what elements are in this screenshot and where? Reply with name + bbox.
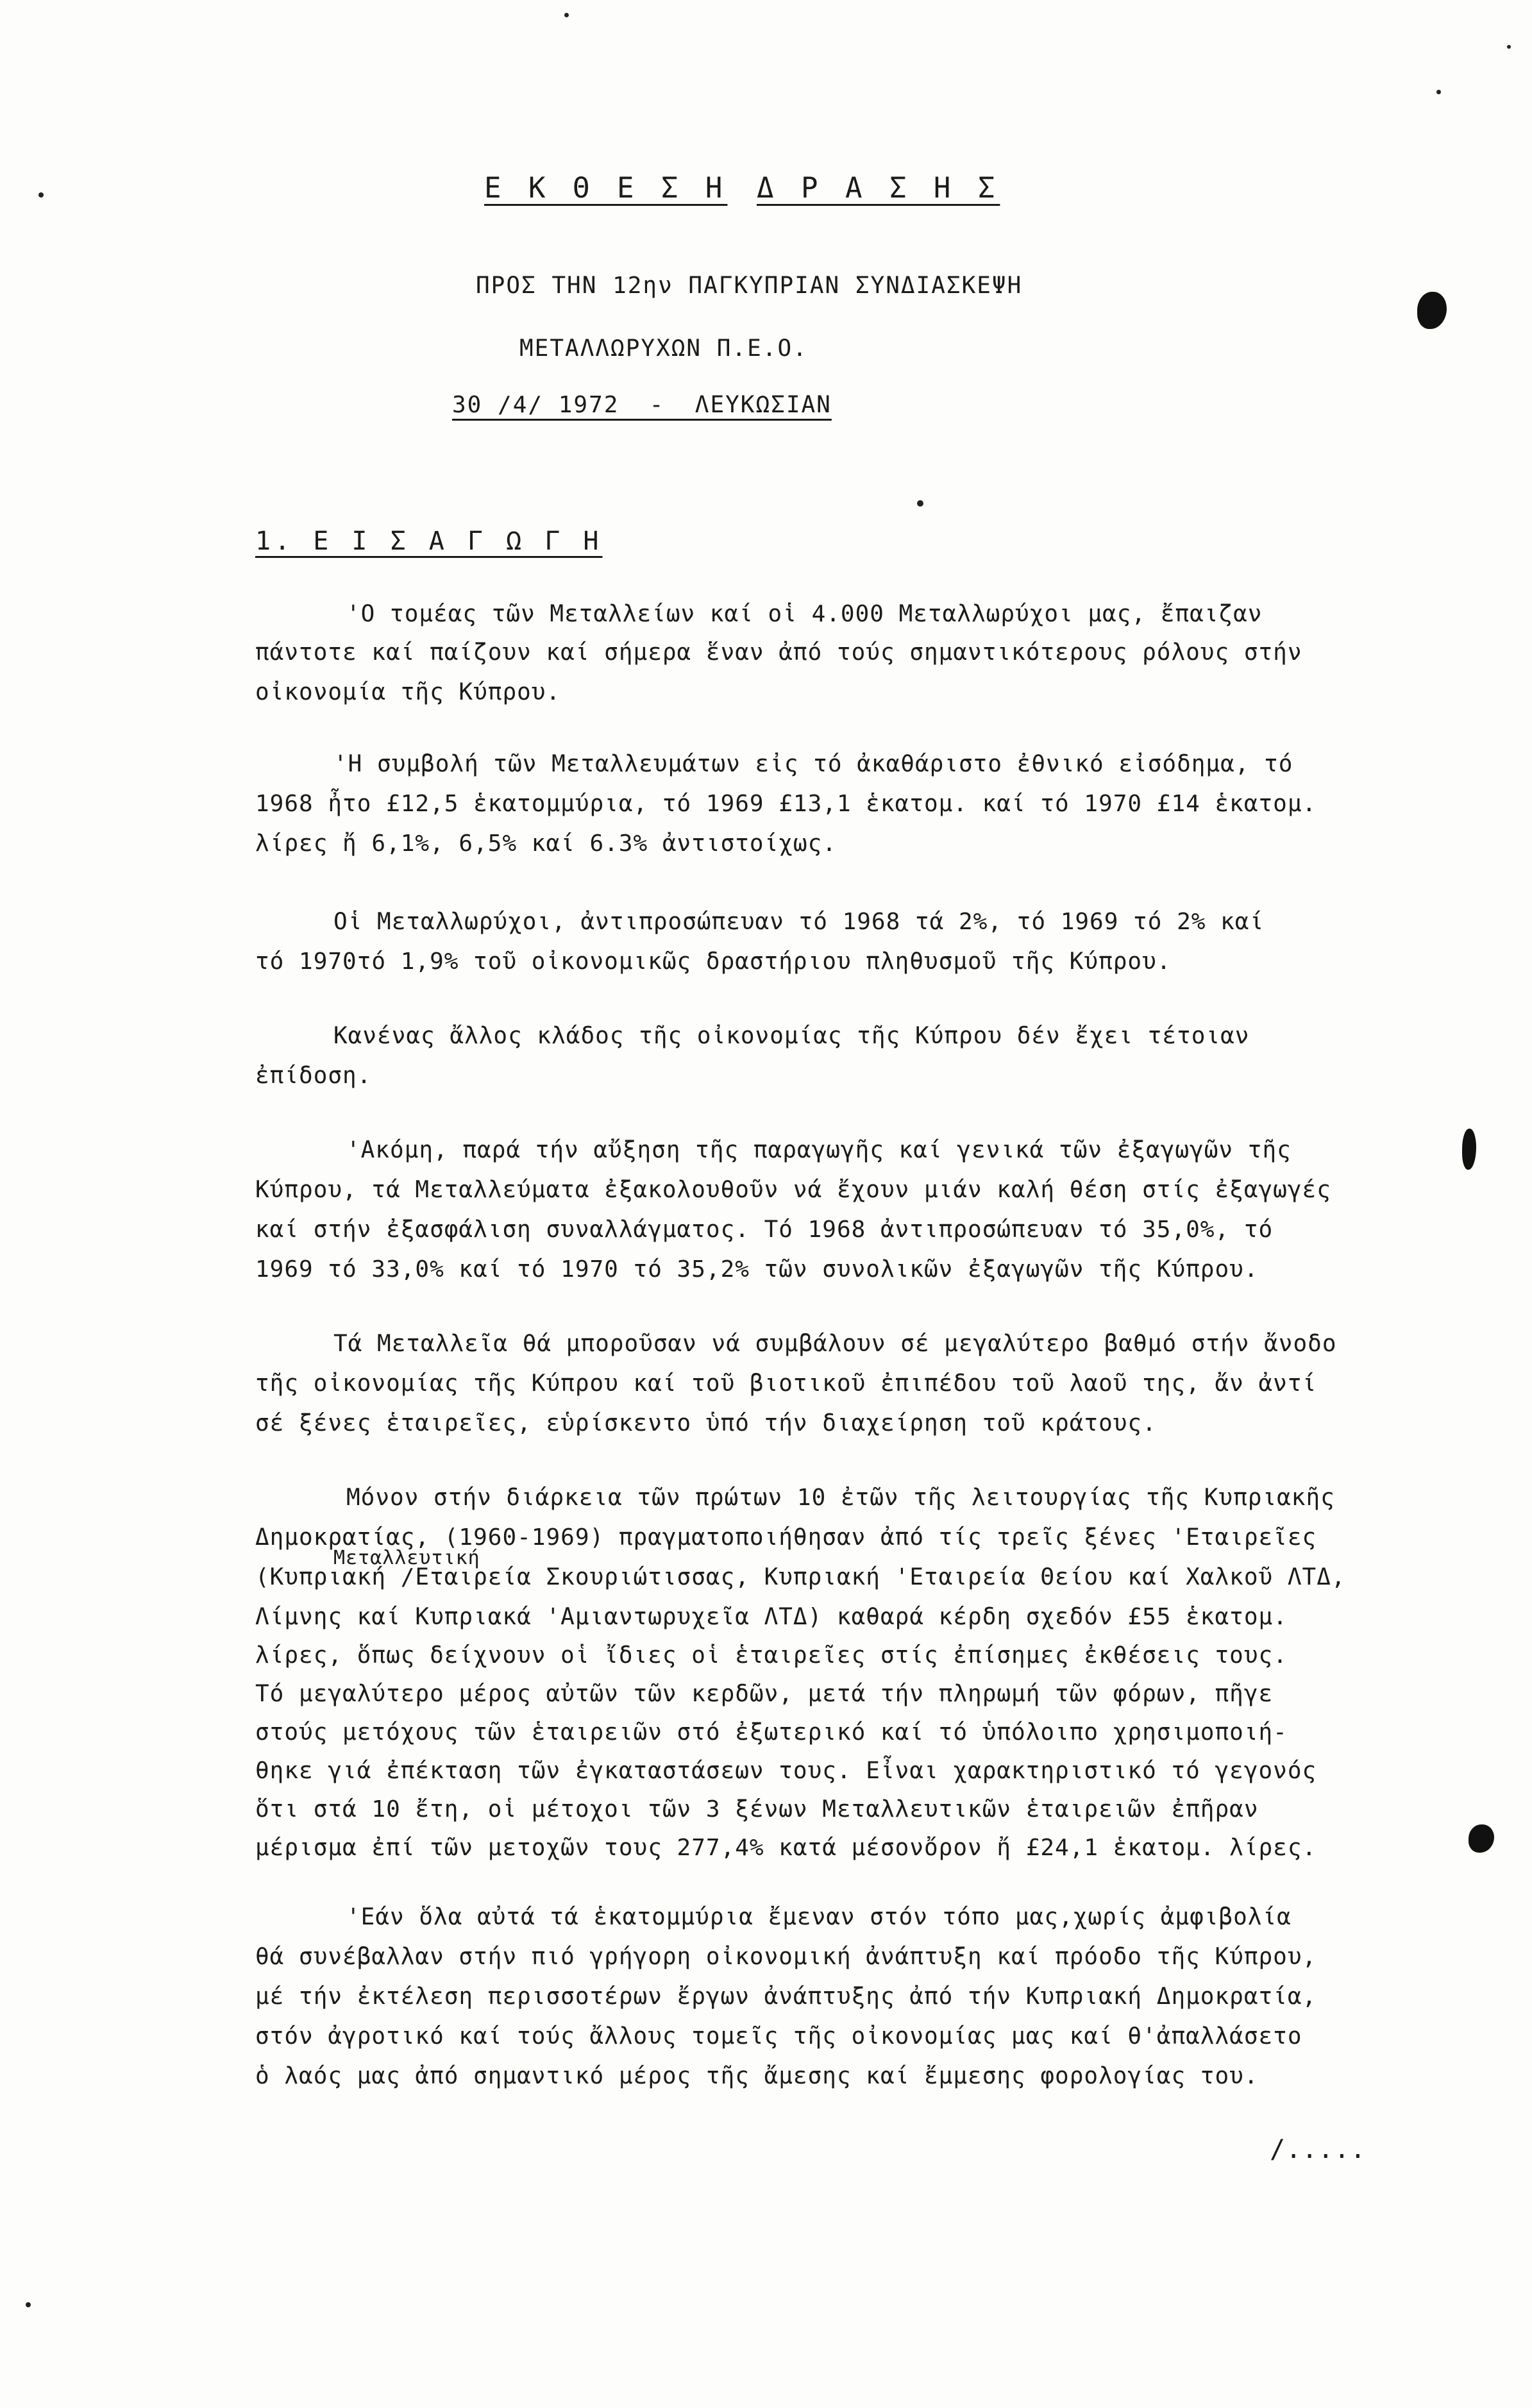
scan-speck	[38, 192, 44, 198]
paragraph-line: τῆς οἰκονομίας τῆς Κύπρου καί τοῦ βιοτικοῦ ἐπιπέδου τοῦ λαοῦ της, ἄν ἀντί	[255, 1370, 1317, 1397]
paragraph-line: ὅτι στά 10 ἔτη, οἱ μέτοχοι τῶν 3 ξένων Μεταλλευτικῶν ἑταιρειῶν ἐπῆραν	[255, 1796, 1259, 1823]
addressed-to: ΠΡΟΣ ΤΗΝ 12ην ΠΑΓΚΥΠΡΙΑΝ ΣΥΝΔΙΑΣΚΕΨΗ	[476, 273, 1023, 299]
report-title-left: Ε Κ Θ Ε Σ Η	[484, 172, 728, 205]
date-place-line: 30 /4/ 1972 - ΛΕΥΚΩΣΙΑΝ	[452, 392, 832, 418]
paragraph-line: ἐπίδοση.	[255, 1063, 372, 1089]
paragraph-line: Λίμνης καί Κυπριακά 'Αμιαντωρυχεῖα ΛΤΔ) καθαρά κέρδη σχεδόν £55 ἑκατομ.	[255, 1604, 1288, 1630]
paragraph-line: στόν ἀγροτικό καί τούς ἄλλους τομεῖς τῆς οἰκονομίας μας καί θ'ἀπαλλάσετο	[255, 2023, 1302, 2050]
paragraph-line: (Κυπριακή /Εταιρεία Σκουριώτισσας, Κυπριακή 'Εταιρεία Θείου καί Χαλκοῦ ΛΤΔ,	[255, 1564, 1346, 1590]
paragraph-line: ὁ λαός μας ἀπό σημαντικό μέρος τῆς ἄμεσης καί ἔμμεσης φορολογίας του.	[255, 2063, 1259, 2089]
interlinear-annotation: Μεταλλευτική	[333, 1547, 480, 1569]
paragraph-line: καί στήν ἐξασφάλιση συναλλάγματος. Τό 1968 ἀντιπροσώπευαν τό 35,0%, τό	[255, 1217, 1274, 1243]
paragraph-line: Μόνον στήν διάρκεια τῶν πρώτων 10 ἐτῶν τῆς λειτουργίας τῆς Κυπριακῆς	[346, 1485, 1335, 1511]
paragraph-line: Κανένας ἄλλος κλάδος τῆς οἰκονομίας τῆς Κύπρου δέν ἔχει τέτοιαν	[333, 1023, 1250, 1049]
paragraph-line: 1969 τό 33,0% καί τό 1970 τό 35,2% τῶν συνολικῶν ἐξαγωγῶν τῆς Κύπρου.	[255, 1256, 1259, 1283]
paragraph-line: Δημοκρατίας, (1960-1969) πραγματοποιήθησαν ἀπό τίς τρεῖς ξένες 'Εταιρεῖες	[255, 1524, 1317, 1551]
ink-blot	[1417, 292, 1447, 329]
ink-blot	[1469, 1824, 1494, 1853]
paragraph-line: Τά Μεταλλεῖα θά μποροῦσαν νά συμβάλουν σέ μεγαλύτερο βαθμό στήν ἄνοδο	[333, 1331, 1337, 1357]
paragraph-line: Κύπρου, τά Μεταλλεύματα ἐξακολουθοῦν νά ἔχουν μιάν καλή θέση στίς ἐξαγωγές	[255, 1177, 1331, 1203]
paragraph-line: Τό μεγαλύτερο μέρος αὐτῶν τῶν κερδῶν, μετά τήν πληρωμή τῶν φόρων, πῆγε	[255, 1681, 1274, 1707]
paragraph-line: στούς μετόχους τῶν ἑταιρειῶν στό ἐξωτερικό καί τό ὑπόλοιπο χρησιμοποιή-	[255, 1719, 1288, 1746]
section-heading: 1. Ε Ι Σ Α Γ Ω Γ Η	[255, 526, 603, 556]
scan-speck	[564, 13, 569, 17]
paragraph-line: θηκε γιά ἐπέκταση τῶν ἐγκαταστάσεων τους. Εἶναι χαρακτηριστικό τό γεγονός	[255, 1758, 1317, 1784]
paragraph-line: θά συνέβαλλαν στήν πιό γρήγορη οἰκονομική ἀνάπτυξη καί πρόοδο τῆς Κύπρου,	[255, 1944, 1317, 1970]
scan-speck	[1436, 90, 1441, 94]
organization-line: ΜΕΤΑΛΛΩΡΥΧΩΝ Π.Ε.Ο.	[519, 335, 808, 362]
paragraph-line: οἰκονομία τῆς Κύπρου.	[255, 679, 561, 705]
continuation-mark: /.....	[1270, 2135, 1367, 2164]
paragraph-line: λίρες ἤ 6,1%, 6,5% καί 6.3% ἀντιστοίχως.	[255, 830, 837, 857]
paragraph-line: τό 1970τό 1,9% τοῦ οἰκονομικῶς δραστήριου πληθυσμοῦ τῆς Κύπρου.	[255, 948, 1172, 975]
scan-speck	[26, 2302, 31, 2307]
paragraph-line: 'Ο τομέας τῶν Μεταλλείων καί οἱ 4.000 Μεταλλωρύχοι μας, ἔπαιζαν	[346, 601, 1263, 627]
paragraph-line: 1968 ἦτο £12,5 ἑκατομμύρια, τό 1969 £13,1 ἑκατομ. καί τό 1970 £14 ἑκατομ.	[255, 791, 1317, 817]
scan-speck	[1507, 45, 1511, 49]
paragraph-line: 'Εάν ὅλα αὐτά τά ἑκατομμύρια ἔμεναν στόν τόπο μας,χωρίς ἀμφιβολία	[346, 1904, 1292, 1930]
paragraph-line: λίρες, ὅπως δείχνουν οἱ ἴδιες οἱ ἑταιρεῖες στίς ἐπίσημες ἐκθέσεις τους.	[255, 1642, 1288, 1669]
paragraph-line: πάντοτε καί παίζουν καί σήμερα ἕναν ἀπό τούς σημαντικότερους ρόλους στήν	[255, 639, 1302, 666]
paragraph-line: σέ ξένες ἑταιρεῖες, εὑρίσκεντο ὑπό τήν διαχείρηση τοῦ κράτους.	[255, 1410, 1157, 1436]
paragraph-line: 'Η συμβολή τῶν Μεταλλευμάτων εἰς τό ἀκαθάριστο ἐθνικό εἰσόδημα, τό	[333, 751, 1293, 777]
paragraph-line: μέ τήν ἐκτέλεση περισσοτέρων ἔργων ἀνάπτυξης ἀπό τήν Κυπριακή Δημοκρατία,	[255, 1983, 1317, 2010]
scan-speck	[917, 500, 923, 507]
ink-blot	[1462, 1129, 1476, 1170]
paragraph-line: Οἱ Μεταλλωρύχοι, ἀντιπροσώπευαν τό 1968 τά 2%, τό 1969 τό 2% καί	[333, 909, 1265, 935]
paragraph-line: μέρισμα ἐπί τῶν μετοχῶν τους 277,4% κατά μέσονὄρον ἤ £24,1 ἑκατομ. λίρες.	[255, 1835, 1317, 1861]
report-title-right: Δ Ρ Α Σ Η Σ	[757, 172, 1000, 205]
paragraph-line: 'Ακόμη, παρά τήν αὔξηση τῆς παραγωγῆς καί γενικά τῶν ἐξαγωγῶν τῆς	[346, 1137, 1292, 1163]
